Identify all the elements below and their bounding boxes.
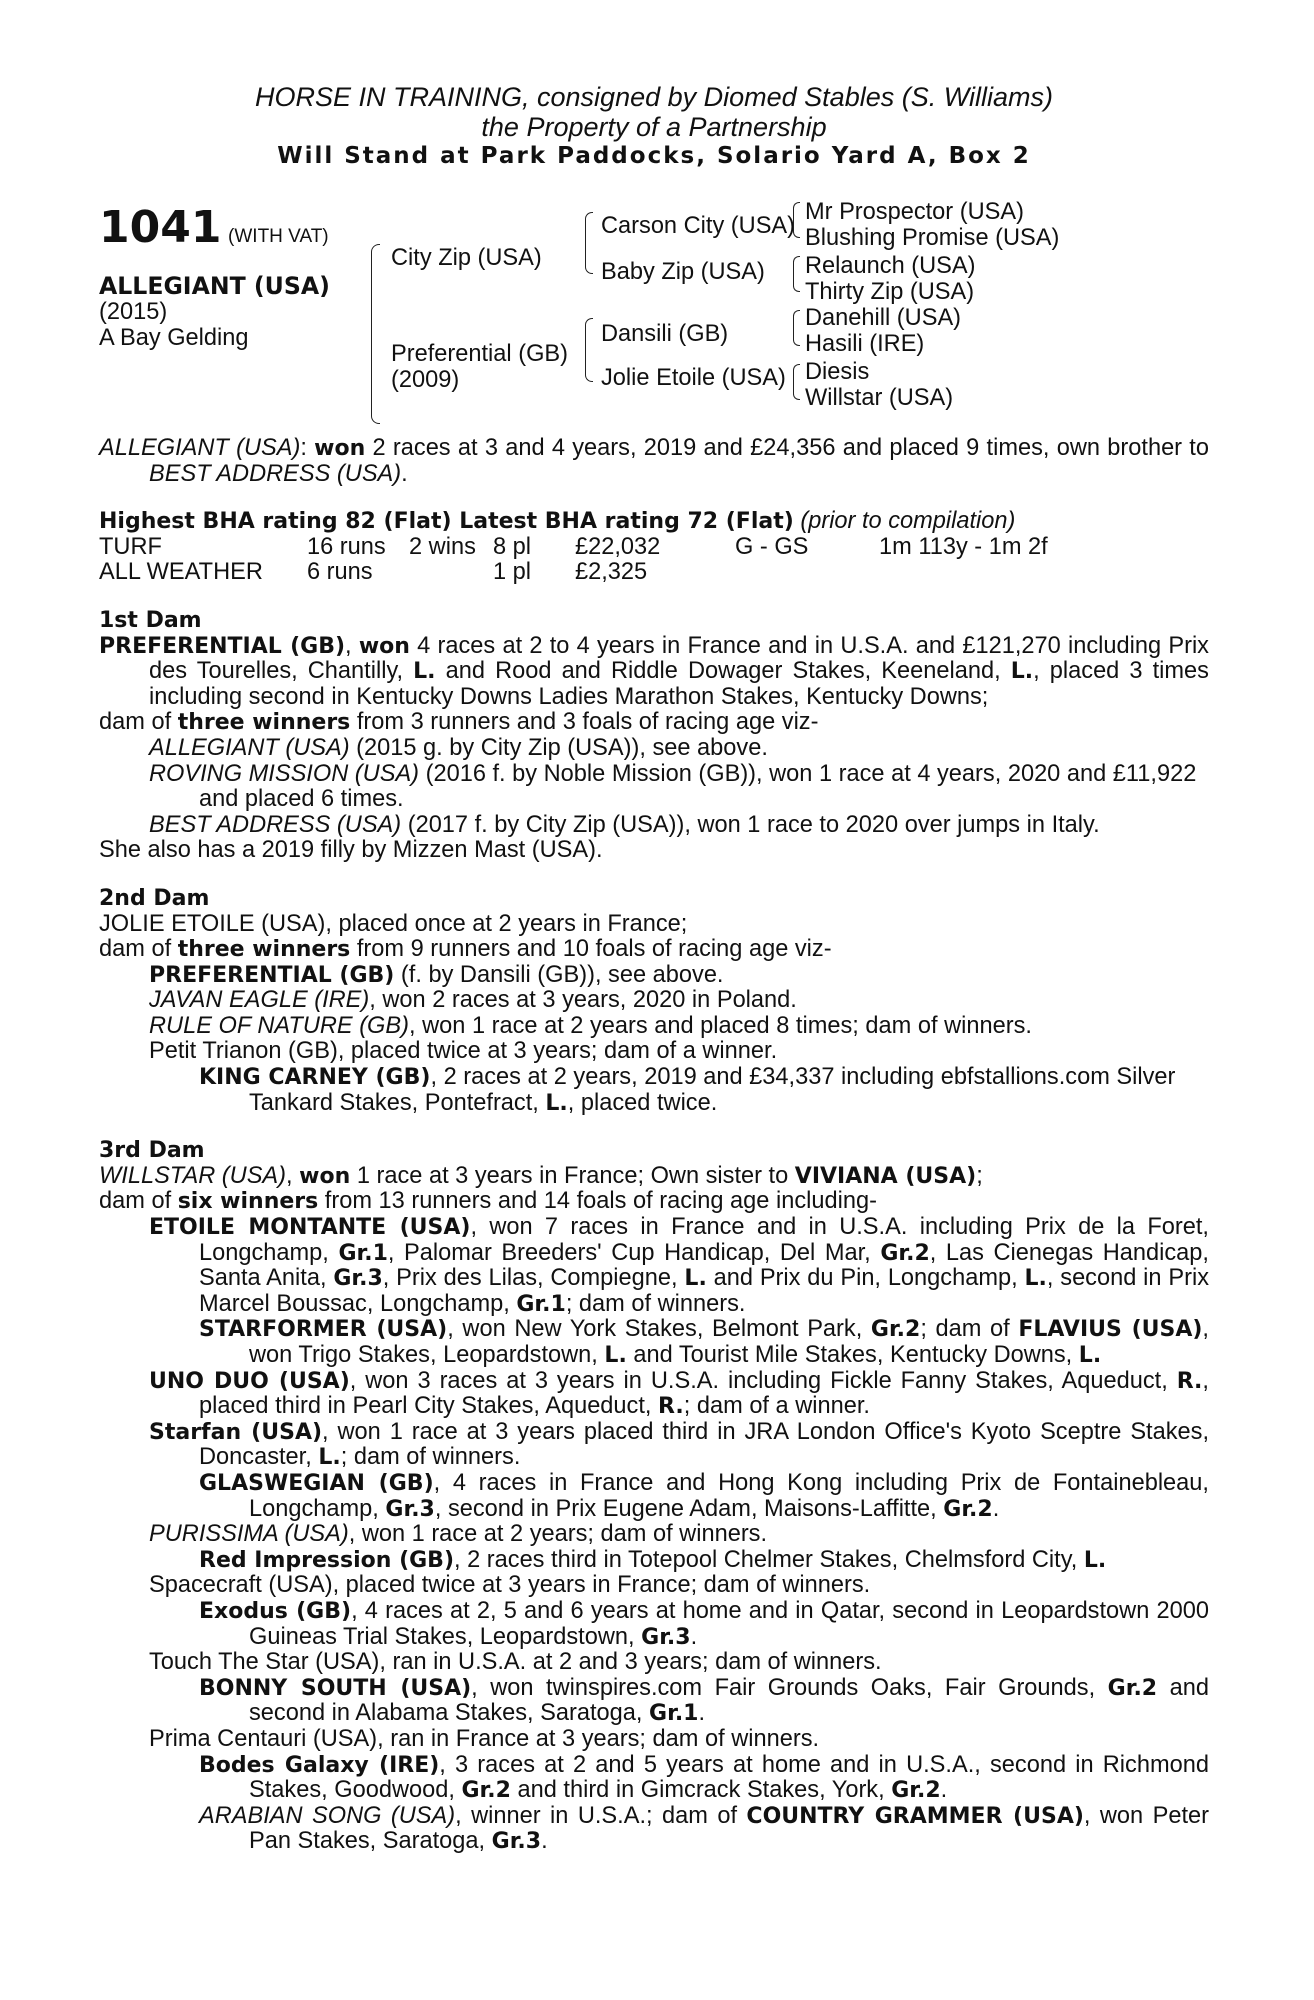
- consignor-line: HORSE IN TRAINING, consigned by Diomed Stables (S. Williams): [255, 82, 1053, 112]
- pedigree-table: [99, 194, 1209, 436]
- dam-dam-sire: Diesis: [805, 359, 870, 385]
- lot-number: 1041: [99, 202, 222, 253]
- first-dam-also: She also has a 2019 filly by Mizzen Mast (USA).: [99, 837, 603, 864]
- produce-arabian-song: ARABIAN SONG (USA), winner in U.S.A.; dam of COUNTRY GRAMMER (USA), won Peter Pan Stakes, Saratoga, Gr.3.: [199, 1802, 1209, 1855]
- dam-year: (2009): [391, 367, 460, 393]
- sire-sire: Carson City (USA): [601, 213, 796, 239]
- produce-etoile-montante: ETOILE MONTANTE (USA), won 7 races in France and in U.S.A. including Prix de la Foret, Longchamp, Gr.1, Palomar Breeders' Cup Handicap, Del Mar, Gr.2, Las Cienegas Handicap, Santa Anita, Gr.3, Prix des Lilas, Compiegne, L. and Prix du Pin, Longchamp, L., second in Prix Marcel Boussac, Longchamp, Gr.1; dam of winners.: [149, 1214, 1209, 1317]
- produce-spacecraft: Spacecraft (USA), placed twice at 3 years in France; dam of winners.: [149, 1572, 871, 1599]
- gg-bracket-1: [793, 202, 800, 238]
- first-dam-produce-intro: dam of three winners from 3 runners and 3 foals of racing age viz-: [99, 709, 819, 736]
- lot-heading: [99, 202, 329, 253]
- record-row-all-weather: ALL WEATHER 6 runs 1 pl £2,325: [99, 559, 648, 586]
- pedigree-bracket: [371, 244, 380, 424]
- second-dam-produce-intro: dam of three winners from 9 runners and 10 foals of racing age viz-: [99, 936, 832, 963]
- produce-glaswegian: GLASWEGIAN (GB), 4 races in France and Hong Kong including Prix de Fontainebleau, Longchamp, Gr.3, second in Prix Eugene Adam, Maisons-Laffitte, Gr.2.: [199, 1469, 1209, 1522]
- horse-year: (2015): [99, 299, 168, 325]
- dam-bracket: [585, 318, 593, 382]
- produce-king-carney: KING CARNEY (GB), 2 races at 2 years, 2019 and £34,337 including ebfstallions.com Silver Tankard Stakes, Pontefract, L., placed twice.: [199, 1064, 1176, 1116]
- sire-bracket: [585, 212, 593, 274]
- vat-note: (WITH VAT): [228, 226, 329, 247]
- sire-sire-dam: Blushing Promise (USA): [805, 225, 1060, 251]
- sire-sire-sire: Mr Prospector (USA): [805, 199, 1024, 225]
- gg-bracket-2: [793, 256, 800, 292]
- dam-sire-dam: Hasili (IRE): [805, 331, 925, 357]
- dam-sire: Dansili (GB): [601, 321, 729, 347]
- second-dam-heading: 2nd Dam: [99, 885, 210, 911]
- dam-dam-dam: Willstar (USA): [805, 385, 954, 411]
- produce-rule-of-nature: RULE OF NATURE (GB), won 1 race at 2 years and placed 8 times; dam of winners.: [149, 1012, 1032, 1039]
- second-dam-record: JOLIE ETOILE (USA), placed once at 2 years in France;: [99, 910, 688, 937]
- third-dam-produce-intro: dam of six winners from 13 runners and 14 foals of racing age including-: [99, 1188, 877, 1215]
- horse-description: A Bay Gelding: [99, 325, 249, 351]
- produce-javan-eagle: JAVAN EAGLE (IRE), won 2 races at 3 years, 2020 in Poland.: [149, 987, 797, 1014]
- produce-starformer: STARFORMER (USA), won New York Stakes, Belmont Park, Gr.2; dam of FLAVIUS (USA), won Trigo Stakes, Leopardstown, L. and Tourist Mile Stakes, Kentucky Downs, L.: [199, 1316, 1209, 1368]
- produce-petit-trianon: Petit Trianon (GB), placed twice at 3 years; dam of a winner.: [149, 1038, 778, 1065]
- dam-sire-sire: Danehill (USA): [805, 305, 962, 331]
- produce-uno-duo: UNO DUO (USA), won 3 races at 3 years in U.S.A. including Fickle Fanny Stakes, Aqueduct, R., placed third in Pearl City Stakes, Aqueduct, R.; dam of a winner.: [149, 1367, 1209, 1420]
- produce-touch-the-star: Touch The Star (USA), ran in U.S.A. at 2 and 3 years; dam of winners.: [149, 1649, 882, 1676]
- horse-name: ALLEGIANT (USA): [99, 272, 330, 300]
- sire-dam-dam: Thirty Zip (USA): [805, 279, 975, 305]
- produce-red-impression: Red Impression (GB), 2 races third in Totepool Chelmer Stakes, Chelmsford City, L.: [199, 1546, 1107, 1573]
- property-line: the Property of a Partnership: [481, 112, 827, 142]
- location-line: Will Stand at Park Paddocks, Solario Yard A, Box 2: [277, 143, 1031, 169]
- gg-bracket-3: [793, 310, 800, 346]
- produce-exodus: Exodus (GB), 4 races at 2, 5 and 6 years at home and in Qatar, second in Leopardstown 2000 Guineas Trial Stakes, Leopardstown, Gr.3.: [199, 1597, 1209, 1650]
- dam-dam: Jolie Etoile (USA): [601, 365, 786, 391]
- dam: Preferential (GB): [391, 341, 569, 367]
- produce-best-address: BEST ADDRESS (USA) (2017 f. by City Zip (USA)), won 1 race to 2020 over jumps in Italy.: [149, 811, 1100, 838]
- produce-roving-mission: ROVING MISSION (USA) (2016 f. by Noble Mission (GB)), won 1 race at 4 years, 2020 and £11,922 and placed 6 times.: [149, 760, 1197, 813]
- sire-dam-sire: Relaunch (USA): [805, 253, 976, 279]
- third-dam-record: WILLSTAR (USA), won 1 race at 3 years in France; Own sister to VIVIANA (USA);: [99, 1162, 983, 1189]
- produce-prima-centauri: Prima Centauri (USA), ran in France at 3 years; dam of winners.: [149, 1725, 820, 1752]
- catalogue-page: [99, 82, 1209, 1855]
- first-dam-record: PREFERENTIAL (GB), won 4 races at 2 to 4 years in France and in U.S.A. and £121,270 including Prix des Tourelles, Chantilly, L. and Rood and Riddle Dowager Stakes, Keeneland, L., placed 3 times including second in Kentucky Downs Ladies Marathon Stakes, Kentucky Downs;: [99, 632, 1209, 710]
- gg-bracket-4: [793, 364, 800, 400]
- sire-dam: Baby Zip (USA): [601, 259, 765, 285]
- record-row-turf: TURF 16 runs 2 wins 8 pl £22,032 G - GS 1m 113y - 1m 2f: [99, 533, 1048, 560]
- bha-rating: Highest BHA rating 82 (Flat) Latest BHA rating 72 (Flat) (prior to compilation): [99, 508, 1016, 535]
- produce-bodes-galaxy: Bodes Galaxy (IRE), 3 races at 2 and 5 years at home and in U.S.A., second in Richmond Stakes, Goodwood, Gr.2 and third in Gimcrack Stakes, York, Gr.2.: [199, 1751, 1209, 1804]
- produce-starfan: Starfan (USA), won 1 race at 3 years placed third in JRA London Office's Kyoto Sceptre Stakes, Doncaster, L.; dam of winners.: [149, 1418, 1210, 1471]
- produce-allegiant: ALLEGIANT (USA) (2015 g. by City Zip (USA)), see above.: [149, 734, 768, 761]
- horse-summary: ALLEGIANT (USA): won 2 races at 3 and 4 years, 2019 and £24,356 and placed 9 times, own brother to BEST ADDRESS (USA).: [99, 435, 1209, 487]
- sire: City Zip (USA): [391, 245, 542, 271]
- first-dam-heading: 1st Dam: [99, 607, 202, 633]
- produce-purissima: PURISSIMA (USA), won 1 race at 2 years; dam of winners.: [149, 1521, 768, 1548]
- produce-bonny-south: BONNY SOUTH (USA), won twinspires.com Fair Grounds Oaks, Fair Grounds, Gr.2 and second in Alabama Stakes, Saratoga, Gr.1.: [199, 1674, 1210, 1727]
- produce-preferential: PREFERENTIAL (GB) (f. by Dansili (GB)), see above.: [149, 961, 724, 988]
- third-dam-heading: 3rd Dam: [99, 1138, 205, 1164]
